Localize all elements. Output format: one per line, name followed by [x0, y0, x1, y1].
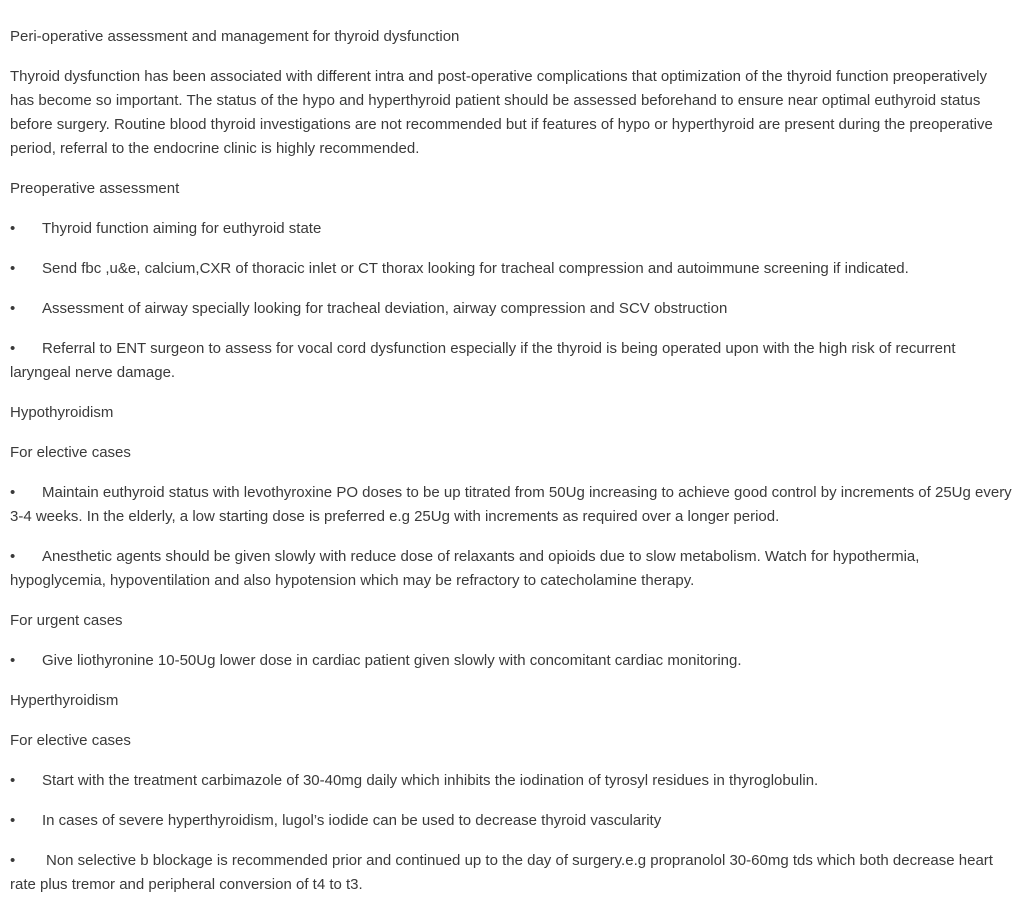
bullet-icon: •	[10, 340, 16, 357]
list-item	[10, 297, 1014, 321]
bullet-icon: •	[10, 772, 16, 789]
hyper-elective-heading: For elective cases	[10, 732, 131, 749]
hyperthyroidism-heading: Hyperthyroidism	[10, 692, 119, 709]
bullet-icon: •	[10, 852, 16, 869]
list-item-text: Give liothyronine 10-50Ug lower dose in cardiac patient given slowly with concomitant cardiac monitoring.	[42, 652, 742, 669]
hypo-elective-heading: For elective cases	[10, 444, 131, 461]
list-item-text: Start with the treatment carbimazole of 30-40mg daily which inhibits the iodination of tyrosyl residues in thyroglobulin.	[42, 772, 819, 789]
preoperative-heading: Preoperative assessment	[10, 180, 180, 197]
bullet-icon: •	[10, 484, 16, 501]
hypothyroidism-heading: Hypothyroidism	[10, 404, 114, 421]
list-item	[10, 337, 1014, 385]
list-item	[10, 809, 1014, 833]
list-item-text: Referral to ENT surgeon to assess for vocal cord dysfunction especially if the thyroid is being operated upon with the high risk of recurrent laryngeal nerve damage.	[10, 340, 956, 381]
bullet-icon: •	[10, 260, 16, 277]
bullet-icon: •	[10, 812, 16, 829]
list-item	[10, 849, 1014, 897]
list-item-text: Anesthetic agents should be given slowly with reduce dose of relaxants and opioids due to slow metabolism. Watch for hypothermia, hypoglycemia, hypoventilation and also hypotension which may be refractory to catecholamine therapy.	[10, 548, 920, 589]
hypo-urgent-heading: For urgent cases	[10, 612, 123, 629]
list-item-text: Send fbc ,u&e, calcium,CXR of thoracic inlet or CT thorax looking for tracheal compression and autoimmune screening if indicated.	[42, 260, 909, 277]
document-title: Peri-operative assessment and management for thyroid dysfunction	[10, 28, 460, 45]
bullet-icon: •	[10, 300, 16, 317]
list-item-text: Maintain euthyroid status with levothyroxine PO doses to be up titrated from 50Ug increasing to achieve good control by increments of 25Ug every 3-4 weeks. In the elderly, a low starting dose is preferred e.g 25Ug with increments as required over a longer period.	[10, 484, 1012, 525]
bullet-icon: •	[10, 548, 16, 565]
list-item	[10, 257, 1014, 281]
list-item	[10, 769, 1014, 793]
bullet-icon: •	[10, 220, 16, 237]
list-item-text: Non selective b blockage is recommended prior and continued up to the day of surgery.e.g propranolol 30-60mg tds which both decrease heart rate plus tremor and peripheral conversion of t4 to t3.	[10, 852, 993, 893]
list-item-text: In cases of severe hyperthyroidism, lugol’s iodide can be used to decrease thyroid vascularity	[42, 812, 662, 829]
list-item-text: Assessment of airway specially looking for tracheal deviation, airway compression and SCV obstruction	[42, 300, 728, 317]
list-item-text: Thyroid function aiming for euthyroid state	[42, 220, 322, 237]
list-item	[10, 481, 1014, 529]
list-item	[10, 545, 1014, 593]
intro-paragraph: Thyroid dysfunction has been associated with different intra and post-operative complications that optimization of the thyroid function preoperatively has become so important. The status of the hypo and hyperthyroid patient should be assessed beforehand to ensure near optimal euthyroid status before surgery. Routine blood thyroid investigations are not recommended but if features of hypo or hyperthyroid are present during the preoperative period, referral to the endocrine clinic is highly recommended.	[10, 68, 993, 157]
list-item	[10, 217, 1014, 241]
list-item	[10, 649, 1014, 673]
bullet-icon: •	[10, 652, 16, 669]
